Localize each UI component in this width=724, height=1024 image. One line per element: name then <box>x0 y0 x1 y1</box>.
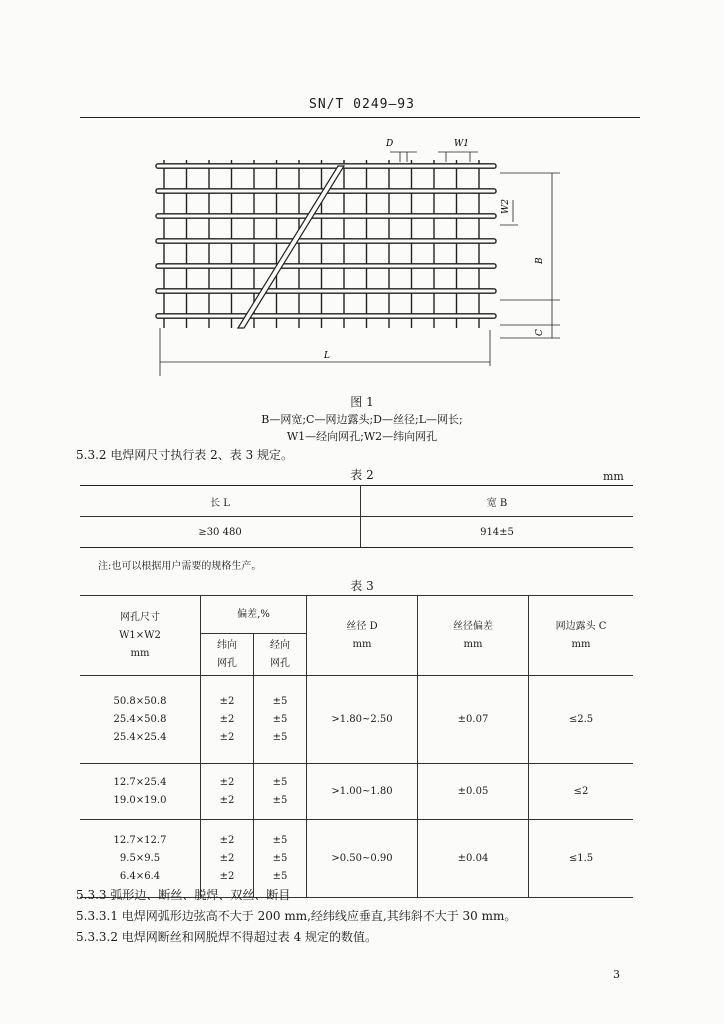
figure-caption-line1: B—网宽;C—网边露头;D—丝径;L—网长; <box>261 413 463 426</box>
t3-diameter-dev: ±0.05 <box>418 764 529 820</box>
table-row <box>80 676 633 764</box>
table-row <box>80 764 633 820</box>
section-5-3-3-2: 5.3.3.2 电焊网断丝和网脱焊不得超过表 4 规定的数值。 <box>76 930 378 944</box>
t3-diameter: >0.50~0.90 <box>307 820 418 898</box>
t3-warp: ±5 ±5 ±5 <box>254 676 307 764</box>
page-number: 3 <box>613 968 620 981</box>
label-c: C <box>535 329 545 336</box>
warp-wires <box>164 160 479 328</box>
t3-edge: ≤2 <box>529 764 634 820</box>
t3-header-diameter: 丝径 D mm <box>307 596 418 676</box>
t3-diameter-dev: ±0.07 <box>418 676 529 764</box>
table-2 <box>80 485 633 548</box>
header-rule <box>80 117 640 118</box>
label-b: B <box>535 257 545 264</box>
label-d: D <box>386 139 394 149</box>
weft-wire <box>156 239 496 243</box>
t3-warp: ±5 ±5 <box>254 764 307 820</box>
t2-cell-width: 914±5 <box>361 517 634 548</box>
t3-weft: ±2 ±2 <box>201 764 254 820</box>
t3-header-deviation: 偏差,% <box>201 596 307 634</box>
t3-header-warp: 经向 网孔 <box>254 634 307 676</box>
t3-sizes: 12.7×25.4 19.0×19.0 <box>80 764 201 820</box>
t3-edge: ≤2.5 <box>529 676 634 764</box>
t2-header-length: 长 L <box>80 486 361 517</box>
t3-header-weft: 纬向 网孔 <box>201 634 254 676</box>
t3-weft: ±2 ±2 ±2 <box>201 820 254 898</box>
weft-wire <box>156 314 496 318</box>
t3-sizes: 12.7×12.7 9.5×9.5 6.4×6.4 <box>80 820 201 898</box>
weft-wire <box>156 264 496 268</box>
mesh-figure <box>150 130 570 380</box>
section-5-3-3-1: 5.3.3.1 电焊网弧形边弦高不大于 200 mm,经纬线应垂直,其纬斜不大于 30 mm。 <box>76 909 517 923</box>
t3-header-edge: 网边露头 C mm <box>529 596 634 676</box>
weft-wire <box>156 164 496 168</box>
table2-unit: mm <box>603 470 624 483</box>
table-3 <box>80 595 633 898</box>
t3-warp: ±5 ±5 ±5 <box>254 820 307 898</box>
table2-title: 表 2 <box>350 468 374 482</box>
label-l: L <box>324 351 330 361</box>
weft-wire <box>156 214 496 218</box>
table3-title: 表 3 <box>350 579 374 593</box>
label-w1: W1 <box>454 139 469 149</box>
t3-header-diameter-dev: 丝径偏差 mm <box>418 596 529 676</box>
t3-sizes: 50.8×50.8 25.4×50.8 25.4×25.4 <box>80 676 201 764</box>
t2-cell-length: ≥30 480 <box>80 517 361 548</box>
t3-diameter-dev: ±0.04 <box>418 820 529 898</box>
t3-header-mesh: 网孔尺寸 W1×W2 mm <box>80 596 201 676</box>
t2-header-width: 宽 B <box>361 486 634 517</box>
figure-caption-line2: W1—经向网孔;W2—纬向网孔 <box>286 430 438 443</box>
t3-diameter: >1.80~2.50 <box>307 676 418 764</box>
label-w2: W2 <box>501 199 511 214</box>
section-5-3-2: 5.3.2 电焊网尺寸执行表 2、表 3 规定。 <box>76 448 294 462</box>
table2-note: 注:也可以根据用户需要的规格生产。 <box>98 561 262 572</box>
weft-wire <box>156 289 496 293</box>
t3-edge: ≤1.5 <box>529 820 634 898</box>
t3-weft: ±2 ±2 ±2 <box>201 676 254 764</box>
figure-title: 图 1 <box>350 395 374 409</box>
section-5-3-3: 5.3.3 弧形边、断丝、脱焊、双丝、断目 <box>76 888 291 902</box>
document-code: SN/T 0249—93 <box>309 97 415 112</box>
t3-diameter: >1.00~1.80 <box>307 764 418 820</box>
